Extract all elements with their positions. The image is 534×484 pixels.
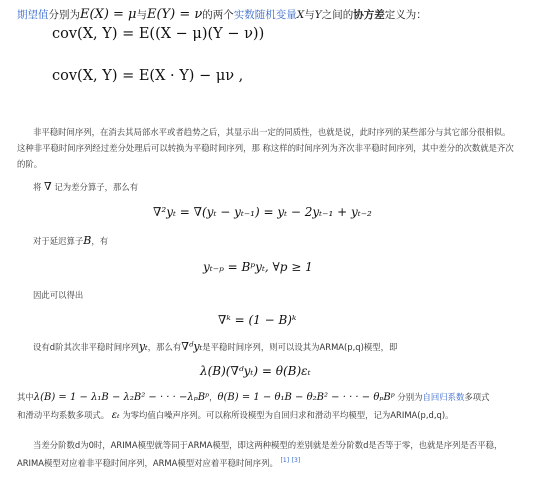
var-y: Y <box>314 9 322 21</box>
arima-formula: λ(B)(∇ᵈyₜ) = θ(B)εₜ <box>200 364 311 378</box>
intro-line <box>17 6 427 24</box>
intro-text-1: 分别为 <box>48 9 80 21</box>
difference-operator-line <box>33 181 138 193</box>
intro-text-2: 与 <box>136 9 147 21</box>
lag-text-1: 对于延迟算子 <box>33 236 84 246</box>
lambda-polynomial: λ(B) = 1 − λ₁B − λ₂B² − · · · −λₚBᵖ <box>33 392 210 403</box>
second-difference-formula: ∇²yₜ = ∇(yₜ − yₜ₋₁) = yₜ − 2yₜ₋₁ + yₜ₋₂ <box>153 205 372 219</box>
arima-text-1: 设有d阶其次非平稳时间序列 <box>33 342 139 352</box>
coef-text-3: 多项式 <box>464 392 490 402</box>
autoregressive-coefficient-link[interactable]: 自回归系数 <box>422 392 465 402</box>
therefore-line: 因此可以得出 <box>33 290 84 300</box>
random-variable-link[interactable]: 实数随机变量 <box>233 9 297 21</box>
covariance-formula-1: cov(X, Y) = E((X − μ)(Y − ν)) <box>52 26 265 42</box>
arima-definition-line <box>33 341 397 353</box>
coef-text-2: 分别为 <box>397 392 423 402</box>
coefficients-line-2 <box>17 409 453 422</box>
y-t-symbol: yₜ <box>138 340 148 353</box>
coef-text-5: 为零均值白噪声序列。可以称所设模型为自回归求和滑动平均模型，记为ARIMA(p,d,q)。 <box>122 410 454 420</box>
lag-symbol: B <box>83 234 92 247</box>
covariance-term: 协方差 <box>353 9 385 21</box>
covariance-formula-2: cov(X, Y) = E(X · Y) − μν , <box>52 68 244 84</box>
lag-text-2: ，有 <box>91 236 109 246</box>
nabla-symbol: ∇ <box>44 180 52 193</box>
expectation-y-formula: E(Y) = ν <box>147 7 203 22</box>
var-x: X <box>296 9 305 21</box>
intro-text-3: 的两个 <box>202 9 234 21</box>
nabla-d-y-symbol: ∇ᵈyₜ <box>181 340 203 353</box>
lag-operator-line <box>33 235 108 247</box>
diff-text-1: 将 <box>33 182 42 192</box>
coef-text-4: 和滑动平均系数多项式。 <box>17 410 110 420</box>
intro-text-6: 定义为： <box>384 9 427 21</box>
k-difference-formula: ∇ᵏ = (1 − B)ᵏ <box>218 313 297 327</box>
citation-3-link[interactable]: [3] <box>291 457 301 464</box>
citation-1-link[interactable]: [1] <box>280 457 290 464</box>
lag-formula: yₜ₋ₚ = Bᵖyₜ, ∀p ≥ 1 <box>203 260 313 274</box>
arima-text-2: ，那么有 <box>147 342 182 352</box>
epsilon-symbol: εₜ <box>111 410 120 421</box>
intro-text-5: 之间的 <box>321 9 354 21</box>
intro-text-4: 与 <box>304 9 315 21</box>
theta-polynomial: θ(B) = 1 − θ₁B − θ₂B² − · · · − θₚBᵖ <box>217 392 395 403</box>
conclusion-text: 当差分阶数d为0时，ARIMA模型就等同于ARMA模型，即这两种模型的差别就是差分阶数d是否等于零，也就是序列是否平稳，ARIMA模型对应着非平稳时间序列，ARMA模型对应着平稳时间序列。 <box>17 440 503 468</box>
nonstationary-paragraph: 非平稳时间序列，在消去其局部水平或者趋势之后，其显示出一定的同质性，也就是说，此时序列的某些部分与其它部分很相似。这种非平稳时间序列经过差分处理后可以转换为平稳时间序列，那 称这样的时间序列为齐次非平稳时间序列，其中差分的次数就是齐次的阶。 <box>17 127 514 169</box>
expectation-link[interactable]: 期望值 <box>17 9 49 21</box>
conclusion-paragraph <box>17 437 517 471</box>
coefficients-line-1 <box>17 391 490 404</box>
expectation-x-formula: E(X) = μ <box>80 7 137 22</box>
coef-text-1: 其中 <box>17 392 34 402</box>
arima-text-3: 是平稳时间序列，则可以设其为ARMA(p,q)模型，即 <box>202 342 398 352</box>
diff-text-2: 记为差分算子，那么有 <box>54 182 139 192</box>
coef-separator: ， <box>209 392 218 402</box>
